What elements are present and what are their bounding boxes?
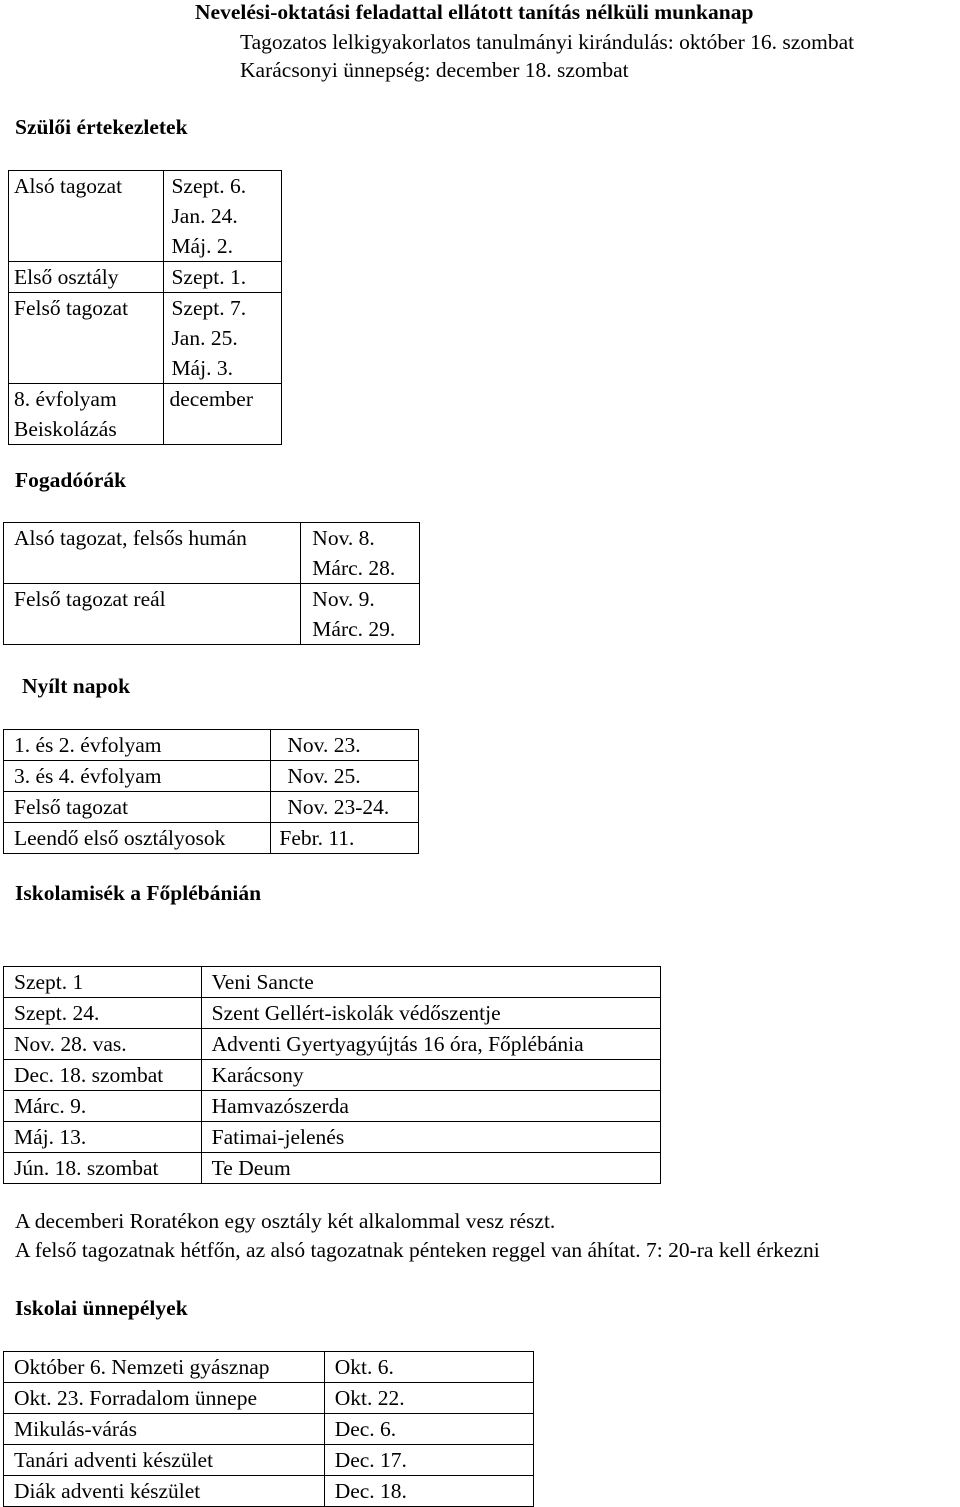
event-cell: Adventi Gyertyagyújtás 16 óra, Főplébánia xyxy=(201,1029,660,1060)
ceremonies-heading: Iskolai ünnepélyek xyxy=(15,1296,188,1320)
open-days-table xyxy=(3,729,419,854)
dates-cell xyxy=(301,523,420,584)
table-row xyxy=(9,262,282,293)
event-cell: Mikulás-várás xyxy=(4,1414,325,1445)
date-cell: Jún. 18. szombat xyxy=(4,1153,202,1184)
event-cell: Tanári adventi készület xyxy=(4,1445,325,1476)
office-hours-heading: Fogadóórák xyxy=(15,468,127,492)
group-cell xyxy=(4,584,301,645)
date-cell: Okt. 6. xyxy=(324,1352,533,1383)
table-row xyxy=(4,1091,661,1122)
event-cell: Te Deum xyxy=(201,1153,660,1184)
event-cell: Október 6. Nemzeti gyásznap xyxy=(4,1352,325,1383)
rorate-note: A decemberi Roratékon egy osztály két alkalommal vesz részt. xyxy=(15,1209,556,1233)
date-value: Jan. 24. xyxy=(171,204,238,228)
date-value: Nov. 8. xyxy=(312,526,375,550)
table-row xyxy=(4,967,661,998)
event-cell: Karácsony xyxy=(201,1060,660,1091)
date-cell: Nov. 23-24. xyxy=(271,792,419,823)
date-cell: Máj. 13. xyxy=(4,1122,202,1153)
table-row xyxy=(4,584,420,645)
date-value: Jan. 25. xyxy=(171,326,238,350)
date-value: Szept. 1. xyxy=(171,265,247,289)
group-cell: Leendő első osztályosok xyxy=(4,823,271,854)
dates-cell xyxy=(164,171,282,262)
date-value: Máj. 3. xyxy=(171,356,233,380)
date-cell: Dec. 18. xyxy=(324,1476,533,1507)
date-cell: Nov. 23. xyxy=(271,730,419,761)
event-cell: Hamvazószerda xyxy=(201,1091,660,1122)
event-cell: Okt. 23. Forradalom ünnepe xyxy=(4,1383,325,1414)
table-row xyxy=(4,1153,661,1184)
group-label: Alsó tagozat xyxy=(14,174,123,198)
dates-cell xyxy=(164,384,282,445)
table-row xyxy=(4,1414,534,1445)
table-row xyxy=(4,998,661,1029)
page-title: Nevelési-oktatási feladattal ellátott tanítás nélküli munkanap xyxy=(195,0,754,24)
masses-table xyxy=(3,966,661,1184)
group-cell xyxy=(9,384,164,445)
table-row xyxy=(4,730,419,761)
dates-cell xyxy=(301,584,420,645)
table-row xyxy=(9,171,282,262)
date-value: Márc. 28. xyxy=(312,556,396,580)
event-cell: Veni Sancte xyxy=(201,967,660,998)
ceremonies-table xyxy=(3,1351,534,1507)
group-label: Felső tagozat xyxy=(14,296,129,320)
date-cell: Febr. 11. xyxy=(271,823,419,854)
table-row xyxy=(9,293,282,384)
open-days-heading: Nyílt napok xyxy=(22,674,131,698)
date-cell: Nov. 28. vas. xyxy=(4,1029,202,1060)
date-cell: Dec. 6. xyxy=(324,1414,533,1445)
dates-cell xyxy=(164,262,282,293)
table-row xyxy=(4,1383,534,1414)
group-cell xyxy=(4,523,301,584)
event-cell: Diák adventi készület xyxy=(4,1476,325,1507)
date-cell: Dec. 17. xyxy=(324,1445,533,1476)
table-row xyxy=(4,792,419,823)
table-row xyxy=(4,1476,534,1507)
table-row xyxy=(4,1352,534,1383)
parents-table xyxy=(8,170,282,445)
group-label: Beiskolázás xyxy=(14,417,117,441)
date-value: Szept. 6. xyxy=(171,174,247,198)
date-value: Nov. 9. xyxy=(312,587,375,611)
date-cell: Okt. 22. xyxy=(324,1383,533,1414)
group-cell xyxy=(9,171,164,262)
table-row xyxy=(9,384,282,445)
event-cell: Fatimai-jelenés xyxy=(201,1122,660,1153)
group-label: Első osztály xyxy=(14,265,119,289)
table-row xyxy=(4,1060,661,1091)
table-row xyxy=(4,523,420,584)
date-value: december xyxy=(169,387,253,411)
trip-line: Tagozatos lelkigyakorlatos tanulmányi kirándulás: október 16. szombat xyxy=(240,30,855,54)
group-cell: Felső tagozat xyxy=(4,792,271,823)
table-row xyxy=(4,1445,534,1476)
devotion-note: A felső tagozatnak hétfőn, az alsó tagozatnak pénteken reggel van áhítat. 7: 20-ra kell érkezni xyxy=(15,1238,820,1262)
date-cell: Dec. 18. szombat xyxy=(4,1060,202,1091)
group-label: Alsó tagozat, felsős humán xyxy=(14,526,247,550)
group-cell xyxy=(9,293,164,384)
table-row xyxy=(4,1122,661,1153)
date-cell: Szept. 24. xyxy=(4,998,202,1029)
parents-heading: Szülői értekezletek xyxy=(15,115,188,139)
group-cell: 1. és 2. évfolyam xyxy=(4,730,271,761)
table-row xyxy=(4,1029,661,1060)
group-label: Felső tagozat reál xyxy=(14,587,166,611)
group-cell: 3. és 4. évfolyam xyxy=(4,761,271,792)
table-row xyxy=(4,761,419,792)
date-value: Máj. 2. xyxy=(171,234,233,258)
event-cell: Szent Gellért-iskolák védőszentje xyxy=(201,998,660,1029)
date-cell: Márc. 9. xyxy=(4,1091,202,1122)
masses-heading: Iskolamisék a Főplébánián xyxy=(15,881,262,905)
dates-cell xyxy=(164,293,282,384)
christmas-line: Karácsonyi ünnepség: december 18. szombat xyxy=(240,58,629,82)
date-value: Márc. 29. xyxy=(312,617,396,641)
date-cell: Nov. 25. xyxy=(271,761,419,792)
date-value: Szept. 7. xyxy=(171,296,247,320)
group-label: 8. évfolyam xyxy=(14,387,117,411)
table-row xyxy=(4,823,419,854)
office-hours-table xyxy=(3,522,420,645)
date-cell: Szept. 1 xyxy=(4,967,202,998)
group-cell xyxy=(9,262,164,293)
